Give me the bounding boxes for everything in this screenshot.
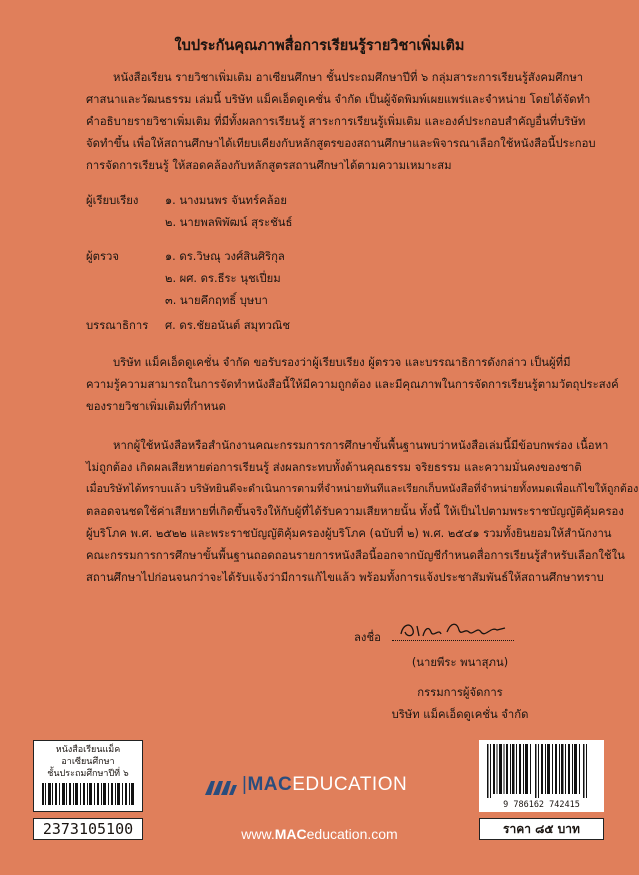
reviewer-name: ๓. นายคึกฤทธิ์ บุษบา [165, 294, 268, 307]
assurance-line: บริษัท แม็คเอ็ดดูเคชั่น จำกัด ขอรับรองว่าผู้เรียบเรียง ผู้ตรวจ และบรรณาธิการดังกล่าว เป็นผู้ที่มี [113, 356, 571, 369]
reviewer-name: ๑. ดร.วิษณุ วงศ์สินศิริกุล [165, 250, 285, 263]
liability-line: ไม่ถูกต้อง เกิดผลเสียหายต่อการเรียนรู้ ส่งผลกระทบทั้งด้านคุณธรรม จริยธรรม และความมั่นคงของชาติ [86, 461, 582, 474]
brand-wordmark [242, 774, 407, 796]
isbn-digits: 9 786162 742415 [503, 800, 580, 810]
signatory-company: บริษัท แม็คเอ็ดดูเคชั่น จำกัด [391, 708, 529, 721]
liability-line: สถานศึกษาไปก่อนจนกว่าจะได้รับแจ้งว่ามีการแก้ไขแล้ว พร้อมทั้งการแจ้งประชาสัมพันธ์ให้สถานศึกษาทราบ [86, 571, 604, 584]
book-info-box [33, 740, 143, 812]
isbn-barcode-bars [479, 740, 604, 800]
page-title: ใบประกันคุณภาพสื่อการเรียนรู้รายวิชาเพิ่มเติม [174, 38, 465, 54]
isbn-barcode [479, 740, 604, 812]
assurance-line: ความรู้ความสามารถในการจัดทำหนังสือนี้ให้มีความถูกต้อง และมีคุณภาพในการจัดการเรียนรู้ตามวัตถุประสงค์ [86, 378, 619, 391]
intro-line: ศาสนาและวัฒนธรรม เล่มนี้ บริษัท แม็คเอ็ดดูเคชั่น จำกัด เป็นผู้จัดพิมพ์เผยแพร่และจำหน่าย โดยได้จัดทำ [86, 93, 591, 106]
liability-line: เมื่อบริษัทได้ทราบแล้ว บริษัทยินดีจะดำเนินการตามที่จำหน่ายทันทีและเรียกเก็บหนังสือที่จำหน่ายทั้งหมดเพื่อแก้ไขให้ถูกต้อง [86, 483, 639, 495]
liability-line: หากผู้ใช้หนังสือหรือสำนักงานคณะกรรมการการศึกษาขั้นพื้นฐานพบว่าหนังสือเล่มนี้มีข้อบกพร่อง เนื้อหา [113, 439, 609, 452]
intro-line: หนังสือเรียน รายวิชาเพิ่มเติม อาเซียนศึกษา ชั้นประถมศึกษาปีที่ ๖ กลุ่มสาระการเรียนรู้สังคมศึกษา [113, 71, 584, 84]
mac-logo-icon [203, 775, 239, 799]
authors-role: ผู้เรียบเรียง [86, 194, 139, 207]
intro-line: การจัดการเรียนรู้ ให้สอดคล้องกับหลักสูตรสถานศึกษาได้ตามความเหมาะสม [86, 159, 452, 172]
liability-line: ตลอดจนชดใช้ค่าเสียหายที่เกิดขึ้นจริงให้กับผู้ที่ได้รับความเสียหายนั้น ทั้งนี้ ให้เป็นไปตามพระราชบัญญัติคุ้มครอง [86, 505, 624, 518]
url-prefix: www. [241, 826, 275, 842]
handwritten-signature [393, 616, 511, 642]
book-code: 2373105100 [33, 818, 143, 840]
url-brand: MAC [274, 826, 307, 842]
assurance-line: ของรายวิชาเพิ่มเติมที่กำหนด [86, 400, 226, 413]
brand-mac: MAC [247, 774, 293, 795]
signature-line [392, 640, 514, 641]
liability-line: ผู้บริโภค พ.ศ. ๒๕๒๒ และพระราชบัญญัติคุ้มครองผู้บริโภค (ฉบับที่ ๒) พ.ศ. ๒๕๔๑ รวมทั้งยินยอมให้สำนักงาน [86, 527, 612, 540]
book-info-line: อาเซียนศึกษา [61, 757, 115, 767]
intro-line: คำอธิบายรายวิชาเพิ่มเติม ที่มีทั้งผลการเรียนรู้ สาระการเรียนรู้เพิ่มเติม และองค์ประกอบสำคัญอื่นที่บริษัท [86, 115, 586, 128]
url-suffix: education.com [306, 826, 398, 842]
editor-name: ศ. ดร.ชัยอนันต์ สมุทวณิช [165, 319, 291, 332]
book-code-barcode [40, 783, 136, 805]
brand-education: EDUCATION [292, 774, 408, 795]
signatory-name: (นายพีระ พนาสุภน) [411, 656, 509, 669]
price-label: ราคา ๘๕ บาท [479, 818, 604, 840]
reviewer-name: ๒. ผศ. ดร.ธีระ นุชเปี่ยม [165, 272, 281, 285]
author-name: ๑. นางมนพร จันทร์คล้อย [165, 194, 287, 207]
editor-role: บรรณาธิการ [86, 319, 149, 332]
signature-label: ลงชื่อ [354, 631, 381, 644]
author-name: ๒. นายพลพิพัฒน์ สุระชันธ์ [165, 216, 293, 229]
book-info-line: หนังสือเรียนแม็ค [55, 745, 121, 755]
book-info-line: ชั้นประถมศึกษาปีที่ ๖ [47, 769, 129, 779]
brand-divider: | [242, 774, 248, 795]
reviewers-role: ผู้ตรวจ [86, 250, 119, 263]
intro-line: จัดทำขึ้น เพื่อให้สถานศึกษาได้เทียบเคียงกับหลักสูตรของสถานศึกษาและพิจารณาเลือกใช้หนังสือนี้ประกอบ [86, 137, 596, 150]
signatory-position: กรรมการผู้จัดการ [417, 686, 503, 699]
liability-line: คณะกรรมการการศึกษาขั้นพื้นฐานถอดถอนรายการหนังสือนี้ออกจากบัญชีกำหนดสื่อการเรียนรู้สำหรับเลือกใช้ใน [86, 549, 625, 562]
